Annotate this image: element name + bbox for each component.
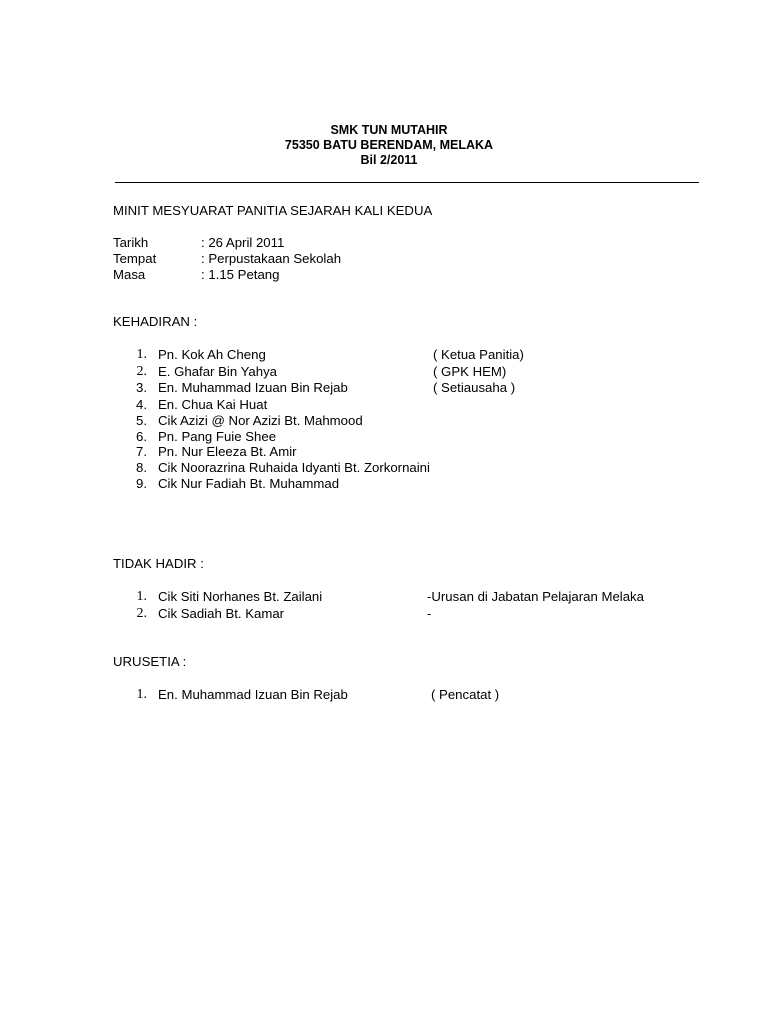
absent-name: Cik Sadiah Bt. Kamar (158, 606, 285, 621)
attendance-name: Pn. Kok Ah Cheng (158, 347, 266, 362)
detail-value-time: : 1.15 Petang (201, 267, 280, 282)
detail-label-place: Tempat (113, 251, 157, 266)
attendance-number: 7. (136, 444, 147, 459)
attendance-number: 4. (136, 397, 147, 412)
absent-number: 2. (136, 606, 147, 621)
school-name: SMK TUN MUTAHIR (330, 123, 448, 137)
absent-name: Cik Siti Norhanes Bt. Zailani (158, 589, 323, 604)
secretariat-name: En. Muhammad Izuan Bin Rejab (158, 687, 348, 702)
absent-heading: TIDAK HADIR : (113, 556, 204, 571)
detail-label-date: Tarikh (113, 235, 149, 250)
document-title: MINIT MESYUARAT PANITIA SEJARAH KALI KEDUA (113, 203, 433, 218)
attendance-number: 5. (136, 413, 147, 428)
header-divider (115, 182, 699, 183)
attendance-name: Cik Azizi @ Nor Azizi Bt. Mahmood (158, 413, 363, 428)
attendance-name: Cik Noorazrina Ruhaida Idyanti Bt. Zorkornaini (158, 460, 430, 475)
attendance-role: ( GPK HEM) (433, 364, 507, 379)
attendance-number: 8. (136, 460, 147, 475)
detail-value-place: : Perpustakaan Sekolah (201, 251, 342, 266)
attendance-number: 2. (136, 364, 147, 379)
absent-number: 1. (136, 589, 147, 604)
attendance-number: 1. (136, 347, 147, 362)
secretariat-number: 1. (136, 687, 147, 702)
attendance-number: 9. (136, 476, 147, 491)
school-address: 75350 BATU BERENDAM, MELAKA (284, 138, 494, 152)
detail-value-date: : 26 April 2011 (201, 235, 285, 250)
attendance-name: E. Ghafar Bin Yahya (158, 364, 278, 379)
attendance-name: En. Muhammad Izuan Bin Rejab (158, 380, 348, 395)
attendance-number: 6. (136, 429, 147, 444)
attendance-role: ( Setiausaha ) (433, 380, 516, 395)
attendance-name: En. Chua Kai Huat (158, 397, 268, 412)
document-header (0, 123, 768, 168)
attendance-name: Cik Nur Fadiah Bt. Muhammad (158, 476, 340, 491)
secretariat-heading: URUSETIA : (113, 654, 187, 669)
detail-label-time: Masa (113, 267, 146, 282)
absent-reason: -Urusan di Jabatan Pelajaran Melaka (427, 589, 644, 604)
absent-reason: - (427, 606, 432, 621)
attendance-role: ( Ketua Panitia) (433, 347, 524, 362)
attendance-heading: KEHADIRAN : (113, 314, 198, 329)
reference-number: Bil 2/2011 (360, 153, 418, 167)
attendance-name: Pn. Pang Fuie Shee (158, 429, 277, 444)
secretariat-role: ( Pencatat ) (431, 687, 500, 702)
attendance-number: 3. (136, 380, 147, 395)
attendance-name: Pn. Nur Eleeza Bt. Amir (158, 444, 297, 459)
